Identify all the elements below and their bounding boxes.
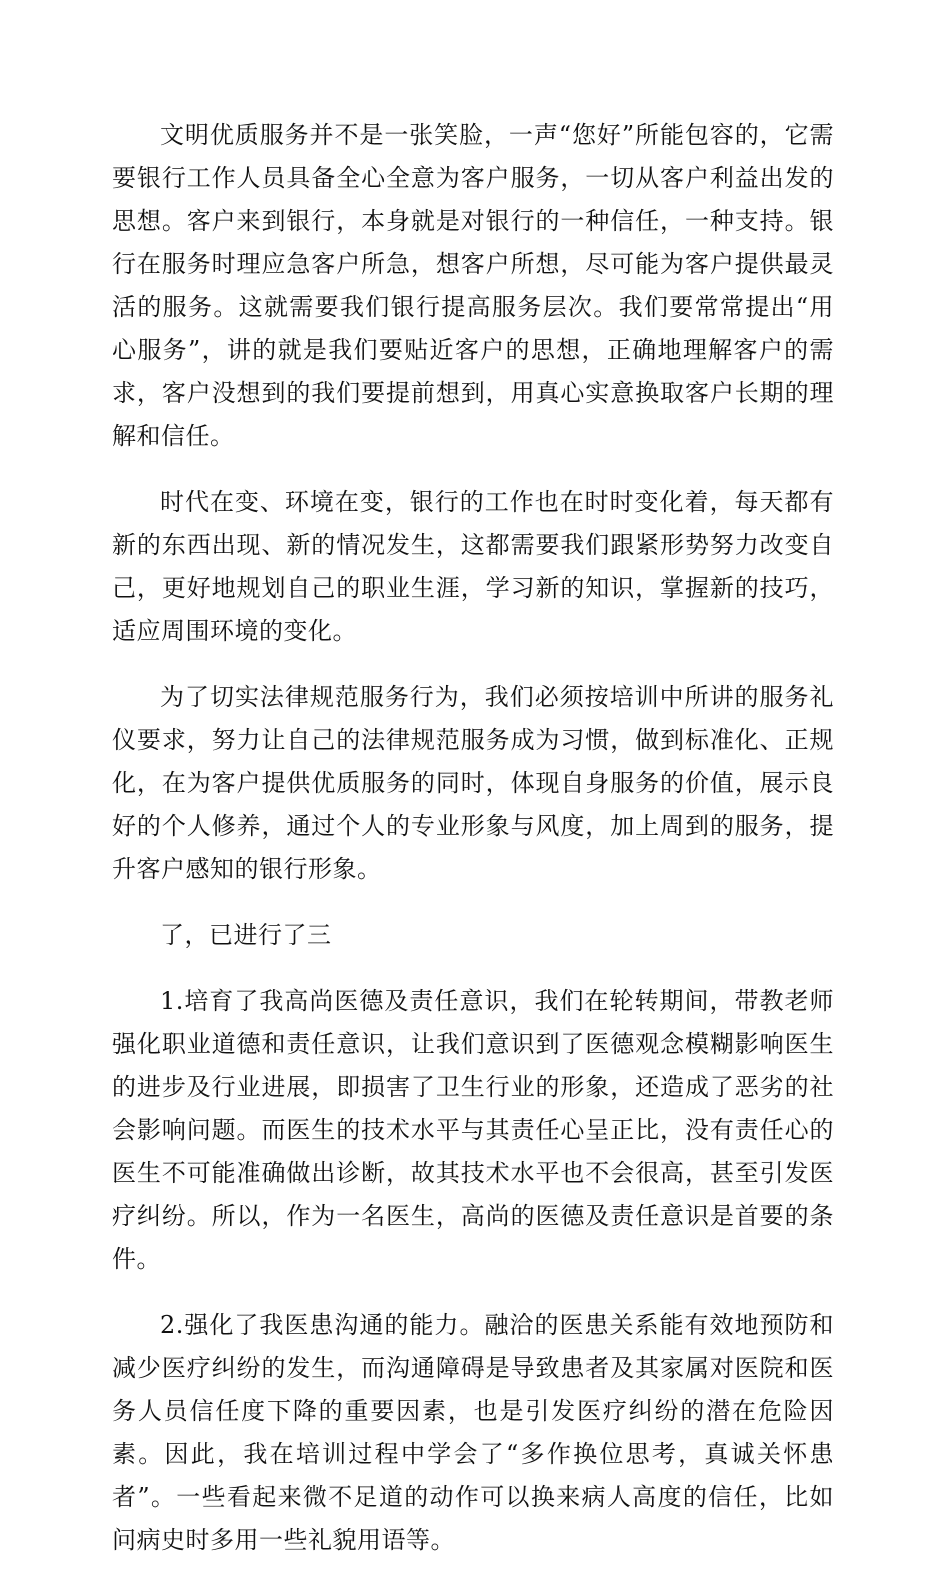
document-body: [112, 114, 834, 1585]
paragraph-medical-ethics: 1.培育了我高尚医德及责任意识，我们在轮转期间，带教老师强化职业道德和责任意识，让我们意识到了医德观念模糊影响医生的进步及行业进展，即损害了卫生行业的形象，还造成了恶劣的社会影响问题。而医生的技术水平与其责任心呈正比，没有责任心的医生不可能准确做出诊断，故其技术水平也不会很高，甚至引发医疗纠纷。所以，作为一名医生，高尚的医德及责任意识是首要的条件。: [112, 987, 834, 1273]
paragraph-fragment: 了，已进行了三: [160, 921, 332, 949]
paragraph-doctor-patient-communication: 2.强化了我医患沟通的能力。融洽的医患关系能有效地预防和减少医疗纠纷的发生，而沟通障碍是导致患者及其家属对医院和医务人员信任度下降的重要因素，也是引发医疗纠纷的潜在危险因素。因此，我在培训过程中学会了“多作换位思考，真诚关怀患者”。一些看起来微不足道的动作可以换来病人高度的信任，比如问病史时多用一些礼貌用语等。: [112, 1311, 834, 1554]
paragraph-changing-times: 时代在变、环境在变，银行的工作也在时时变化着，每天都有新的东西出现、新的情况发生，这都需要我们跟紧形势努力改变自己，更好地规划自己的职业生涯，学习新的知识，掌握新的技巧，适应周围环境的变化。: [112, 488, 834, 645]
paragraph-service-standards: 为了切实法律规范服务行为，我们必须按培训中所讲的服务礼仪要求，努力让自己的法律规范服务成为习惯，做到标准化、正规化，在为客户提供优质服务的同时，体现自身服务的价值，展示良好的个人修养，通过个人的专业形象与风度，加上周到的服务，提升客户感知的银行形象。: [112, 683, 834, 883]
paragraph-service-attitude: 文明优质服务并不是一张笑脸，一声“您好”所能包容的，它需要银行工作人员具备全心全意为客户服务，一切从客户利益出发的思想。客户来到银行，本身就是对银行的一种信任，一种支持。银行在服务时理应急客户所急，想客户所想，尽可能为客户提供最灵活的服务。这就需要我们银行提高服务层次。我们要常常提出“用心服务”，讲的就是我们要贴近客户的思想，正确地理解客户的需求，客户没想到的我们要提前想到，用真心实意换取客户长期的理解和信任。: [112, 121, 834, 450]
